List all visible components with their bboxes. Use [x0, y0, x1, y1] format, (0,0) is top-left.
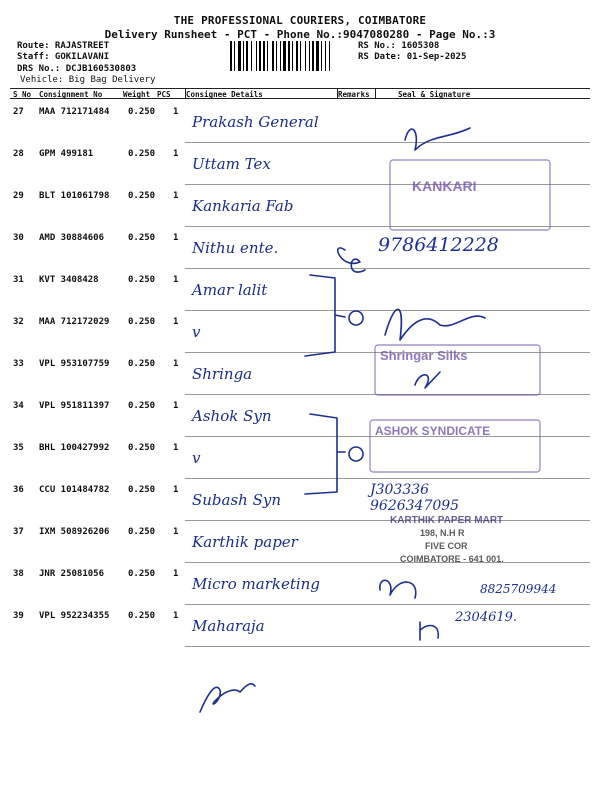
phone-38: 8825709944: [480, 582, 557, 596]
table-row: [10, 437, 590, 479]
barcode-bar: [256, 41, 257, 71]
row-sno: 37: [13, 527, 24, 537]
row-consignment-no: AMD 30884606: [39, 233, 105, 243]
col-sno: S No: [13, 90, 32, 99]
row-sno: 35: [13, 443, 24, 453]
barcode-bar: [251, 41, 252, 71]
row-consignee-handwriting: Nithu ente.: [192, 239, 279, 257]
row-consignment-no: BLT 101061798: [39, 191, 110, 201]
table-header: [10, 88, 590, 99]
barcode-bar: [272, 41, 274, 71]
row-consignee-handwriting: Karthik paper: [192, 533, 298, 551]
row-weight: 0.250: [128, 233, 156, 243]
row-sno: 28: [13, 149, 24, 159]
note-36: J303336: [370, 482, 430, 498]
stamp-karthik-city: COIMBATORE - 641 001.: [400, 554, 504, 564]
staff-label: Staff: GOKILAVANI: [17, 52, 110, 62]
row-sno: 27: [13, 107, 24, 117]
runsheet-title: THE PROFESSIONAL COURIERS, COIMBATORE: [173, 14, 427, 27]
row-pcs: 1: [173, 401, 179, 411]
row-weight: 0.250: [128, 275, 156, 285]
barcode-bar: [309, 41, 310, 71]
col-pcs: PCS: [157, 90, 171, 99]
header-divider: [337, 88, 338, 99]
rs-date: RS Date: 01-Sep-2025: [358, 52, 467, 62]
row-consignee-handwriting: v: [192, 449, 201, 467]
row-consignment-no: VPL 953107759: [39, 359, 110, 369]
row-consignee-handwriting: Amar lalit: [192, 281, 268, 299]
bottom-signature: [200, 684, 255, 712]
barcode-bar: [325, 41, 326, 71]
runsheet-subtitle: Delivery Runsheet - PCT - Phone No.:9047080280 - Page No.:3: [104, 28, 496, 41]
row-pcs: 1: [173, 443, 179, 453]
row-consignment-no: IXM 508926206: [39, 527, 110, 537]
col-consignment: Consignment No: [39, 90, 103, 99]
barcode-bar: [316, 41, 319, 71]
row-consignment-no: MAA 712172029: [39, 317, 110, 327]
stamp-karthik-addr1: 198, N.H R: [420, 528, 465, 538]
row-sno: 38: [13, 569, 24, 579]
row-consignee-handwriting: Ashok Syn: [192, 407, 272, 425]
phone-37: 9626347095: [370, 498, 460, 514]
barcode-bar: [276, 41, 277, 71]
barcode: [230, 41, 355, 71]
stamp-karthik: KARTHIK PAPER MART: [390, 515, 504, 526]
row-pcs: 1: [173, 527, 179, 537]
row-consignee-handwriting: Maharaja: [192, 617, 265, 635]
barcode-bar: [230, 41, 232, 71]
row-consignment-no: BHL 100427992: [39, 443, 110, 453]
route-label: Route: RAJASTREET: [17, 41, 110, 51]
row-consignment-no: VPL 951811397: [39, 401, 110, 411]
stamp-ashok: ASHOK SYNDICATE: [375, 424, 491, 438]
barcode-bar: [300, 41, 301, 71]
row-sno: 33: [13, 359, 24, 369]
row-pcs: 1: [173, 611, 179, 621]
barcode-bar: [259, 41, 261, 71]
row-pcs: 1: [173, 569, 179, 579]
table-row: [10, 311, 590, 353]
row-pcs: 1: [173, 191, 179, 201]
vehicle-label: Vehicle: Big Bag Delivery: [20, 75, 156, 85]
row-pcs: 1: [173, 149, 179, 159]
row-weight: 0.250: [128, 401, 156, 411]
drs-number: DRS No.: DCJB160530803: [17, 64, 137, 74]
row-consignment-no: KVT 3408428: [39, 275, 99, 285]
row-consignment-no: MAA 712171484: [39, 107, 110, 117]
row-divider: [185, 646, 590, 647]
table-row: [10, 143, 590, 185]
row-weight: 0.250: [128, 485, 156, 495]
stamp-kankaria: KANKARI: [412, 178, 477, 194]
row-sno: 39: [13, 611, 24, 621]
row-pcs: 1: [173, 107, 179, 117]
table-row: [10, 269, 590, 311]
stamp-karthik-addr2: FIVE COR: [425, 541, 468, 551]
row-consignee-handwriting: Shringa: [192, 365, 253, 383]
barcode-bar: [296, 41, 298, 71]
row-consignee-handwriting: v: [192, 323, 201, 341]
barcode-bar: [292, 41, 293, 71]
barcode-bar: [305, 41, 306, 71]
row-sno: 30: [13, 233, 24, 243]
row-pcs: 1: [173, 317, 179, 327]
col-consignee: Consignee Details: [186, 90, 263, 99]
barcode-bar: [288, 41, 290, 71]
row-weight: 0.250: [128, 107, 156, 117]
row-consignment-no: CCU 101484782: [39, 485, 110, 495]
barcode-bar: [280, 41, 281, 71]
row-sno: 34: [13, 401, 24, 411]
barcode-bar: [246, 41, 248, 71]
row-weight: 0.250: [128, 611, 156, 621]
phone-30: 9786412228: [378, 234, 499, 256]
row-sno: 29: [13, 191, 24, 201]
row-consignment-no: GPM 499181: [39, 149, 94, 159]
row-consignee-handwriting: Uttam Tex: [192, 155, 271, 173]
row-weight: 0.250: [128, 359, 156, 369]
row-weight: 0.250: [128, 443, 156, 453]
row-sno: 32: [13, 317, 24, 327]
rs-number: RS No.: 1605308: [358, 41, 440, 51]
row-consignment-no: JNR 25081056: [39, 569, 105, 579]
barcode-bar: [243, 41, 244, 71]
stamp-shringar: Shringar Silks: [380, 348, 468, 363]
col-weight: Weight: [123, 90, 151, 99]
table-row: [10, 353, 590, 395]
row-pcs: 1: [173, 275, 179, 285]
barcode-bar: [283, 41, 286, 71]
barcode-bar: [267, 41, 268, 71]
barcode-bar: [329, 41, 330, 71]
row-sno: 36: [13, 485, 24, 495]
col-remarks: Remarks: [338, 90, 370, 99]
table-row: [10, 227, 590, 269]
row-weight: 0.250: [128, 569, 156, 579]
header-divider: [185, 88, 186, 99]
row-pcs: 1: [173, 485, 179, 495]
row-consignee-handwriting: Subash Syn: [192, 491, 282, 509]
table-row: [10, 101, 590, 143]
row-consignee-handwriting: Kankaria Fab: [192, 197, 294, 215]
row-pcs: 1: [173, 359, 179, 369]
row-consignee-handwriting: Prakash General: [192, 113, 319, 131]
barcode-bar: [238, 41, 241, 71]
col-seal: Seal & Signature: [398, 90, 471, 99]
table-row: [10, 395, 590, 437]
row-pcs: 1: [173, 233, 179, 243]
row-weight: 0.250: [128, 191, 156, 201]
note-39: 2304619.: [455, 610, 518, 625]
row-consignment-no: VPL 952234355: [39, 611, 110, 621]
barcode-bar: [312, 41, 314, 71]
row-consignee-handwriting: Micro marketing: [192, 575, 320, 593]
row-weight: 0.250: [128, 317, 156, 327]
header-divider: [375, 88, 376, 99]
table-row: [10, 185, 590, 227]
row-sno: 31: [13, 275, 24, 285]
barcode-bar: [321, 41, 322, 71]
barcode-bar: [234, 41, 235, 71]
row-weight: 0.250: [128, 527, 156, 537]
barcode-bar: [263, 41, 265, 71]
row-weight: 0.250: [128, 149, 156, 159]
